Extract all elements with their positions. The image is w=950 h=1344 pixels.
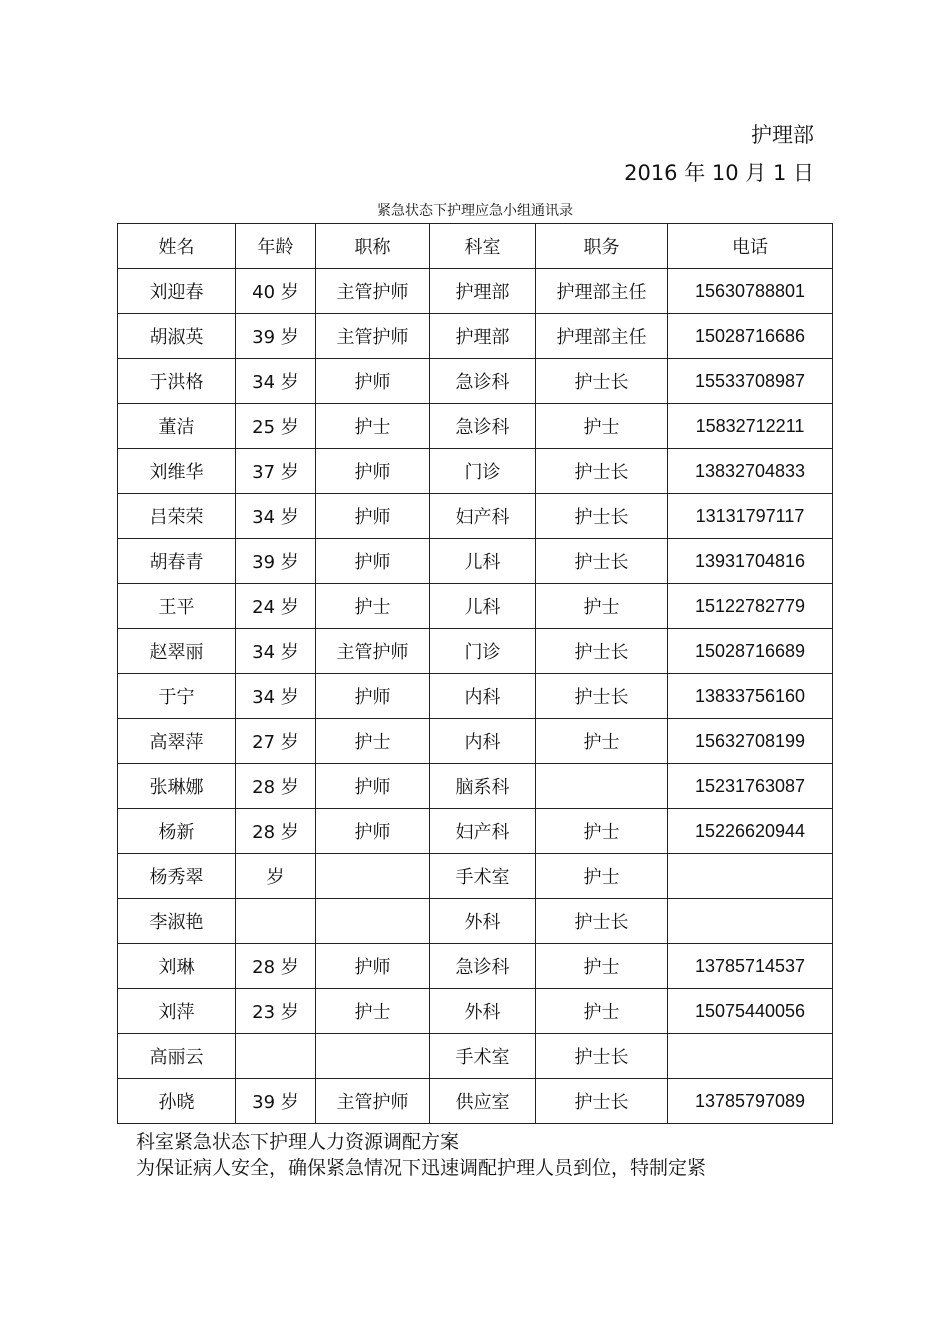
cell-dept: 手术室 [430,854,536,899]
cell-name: 张琳娜 [118,764,236,809]
cell-name: 胡春青 [118,539,236,584]
cell-phone: 15028716689 [668,629,833,674]
cell-title: 护师 [316,494,430,539]
cell-title: 护师 [316,809,430,854]
cell-age: 39 岁 [236,314,316,359]
table-row [118,1079,833,1124]
cell-age: 40 岁 [236,269,316,314]
cell-phone: 15122782779 [668,584,833,629]
cell-age: 34 岁 [236,359,316,404]
cell-phone: 15028716686 [668,314,833,359]
cell-phone: 15832712211 [668,404,833,449]
table-row [118,674,833,719]
cell-dept: 急诊科 [430,404,536,449]
cell-title: 主管护师 [316,629,430,674]
table-row [118,764,833,809]
cell-position [536,764,668,809]
table-row [118,629,833,674]
cell-name: 董洁 [118,404,236,449]
cell-age: 34 岁 [236,494,316,539]
cell-phone [668,1034,833,1079]
cell-title: 主管护师 [316,269,430,314]
table-row [118,359,833,404]
cell-name: 刘萍 [118,989,236,1034]
cell-dept: 脑系科 [430,764,536,809]
cell-name: 杨新 [118,809,236,854]
cell-position: 护士 [536,404,668,449]
department-label: 护理部 [751,123,814,147]
cell-name: 吕荣荣 [118,494,236,539]
cell-position: 护士 [536,584,668,629]
cell-phone: 13833756160 [668,674,833,719]
cell-dept: 供应室 [430,1079,536,1124]
table-row [118,944,833,989]
cell-name: 胡淑英 [118,314,236,359]
cell-phone: 15226620944 [668,809,833,854]
table-title: 紧急状态下护理应急小组通讯录 [377,203,573,219]
cell-title: 护士 [316,989,430,1034]
cell-phone: 13931704816 [668,539,833,584]
cell-position: 护士 [536,809,668,854]
cell-title: 护士 [316,584,430,629]
cell-phone: 13832704833 [668,449,833,494]
cell-dept: 儿科 [430,539,536,584]
cell-age: 25 岁 [236,404,316,449]
cell-age: 23 岁 [236,989,316,1034]
cell-position: 护士 [536,989,668,1034]
cell-age [236,1034,316,1079]
cell-dept: 内科 [430,719,536,764]
cell-age: 34 岁 [236,674,316,719]
cell-title: 护师 [316,359,430,404]
cell-dept: 门诊 [430,629,536,674]
cell-phone: 15231763087 [668,764,833,809]
cell-phone: 15630788801 [668,269,833,314]
cell-dept: 护理部 [430,314,536,359]
cell-position: 护理部主任 [536,269,668,314]
cell-dept: 门诊 [430,449,536,494]
cell-age [236,899,316,944]
cell-name: 赵翠丽 [118,629,236,674]
cell-position: 护士长 [536,674,668,719]
table-row [118,719,833,764]
cell-title: 护师 [316,539,430,584]
contact-table [117,223,833,1124]
table-row [118,314,833,359]
cell-position: 护理部主任 [536,314,668,359]
cell-position: 护士 [536,944,668,989]
cell-phone: 13131797117 [668,494,833,539]
cell-dept: 急诊科 [430,944,536,989]
cell-title: 护师 [316,944,430,989]
cell-title: 护士 [316,719,430,764]
cell-name: 孙晓 [118,1079,236,1124]
section-heading: 科室紧急状态下护理人力资源调配方案 [136,1131,460,1153]
column-header-title: 职称 [316,224,430,269]
table-row [118,449,833,494]
cell-dept: 妇产科 [430,494,536,539]
table-row [118,989,833,1034]
table-row [118,809,833,854]
cell-name: 李淑艳 [118,899,236,944]
cell-dept: 急诊科 [430,359,536,404]
cell-position: 护士 [536,854,668,899]
cell-dept: 护理部 [430,269,536,314]
cell-dept: 外科 [430,899,536,944]
cell-name: 刘迎春 [118,269,236,314]
cell-position: 护士长 [536,1034,668,1079]
cell-name: 刘维华 [118,449,236,494]
table-row [118,269,833,314]
cell-title [316,1034,430,1079]
cell-phone: 15533708987 [668,359,833,404]
cell-title: 主管护师 [316,314,430,359]
cell-title: 主管护师 [316,1079,430,1124]
cell-title [316,899,430,944]
cell-age: 39 岁 [236,1079,316,1124]
cell-dept: 儿科 [430,584,536,629]
cell-phone: 15632708199 [668,719,833,764]
cell-name: 于洪格 [118,359,236,404]
cell-phone [668,854,833,899]
cell-age: 28 岁 [236,764,316,809]
cell-dept: 外科 [430,989,536,1034]
cell-position: 护士长 [536,359,668,404]
cell-dept: 妇产科 [430,809,536,854]
column-header-name: 姓名 [118,224,236,269]
cell-name: 刘琳 [118,944,236,989]
table-row [118,899,833,944]
cell-name: 高翠萍 [118,719,236,764]
table-body [118,269,833,1124]
cell-position: 护士长 [536,449,668,494]
cell-title: 护师 [316,449,430,494]
cell-phone: 13785797089 [668,1079,833,1124]
cell-name: 杨秀翠 [118,854,236,899]
cell-age: 34 岁 [236,629,316,674]
cell-age: 28 岁 [236,809,316,854]
cell-phone: 15075440056 [668,989,833,1034]
cell-age: 24 岁 [236,584,316,629]
cell-title: 护士 [316,404,430,449]
cell-title [316,854,430,899]
cell-age: 28 岁 [236,944,316,989]
cell-name: 高丽云 [118,1034,236,1079]
cell-dept: 内科 [430,674,536,719]
column-header-dept: 科室 [430,224,536,269]
table-row [118,494,833,539]
cell-name: 于宁 [118,674,236,719]
cell-phone [668,899,833,944]
table-row [118,539,833,584]
cell-position: 护士长 [536,494,668,539]
cell-age: 27 岁 [236,719,316,764]
cell-title: 护师 [316,764,430,809]
column-header-phone: 电话 [668,224,833,269]
table-row [118,854,833,899]
table-row [118,404,833,449]
column-header-age: 年龄 [236,224,316,269]
body-paragraph: 为保证病人安全，确保紧急情况下迅速调配护理人员到位，特制定紧 [136,1157,707,1179]
table-row [118,584,833,629]
cell-position: 护士长 [536,899,668,944]
column-header-position: 职务 [536,224,668,269]
cell-dept: 手术室 [430,1034,536,1079]
cell-position: 护士长 [536,1079,668,1124]
cell-name: 王平 [118,584,236,629]
cell-title: 护师 [316,674,430,719]
document-date: 2016 年 10 月 1 日 [624,161,814,185]
cell-age: 岁 [236,854,316,899]
cell-phone: 13785714537 [668,944,833,989]
cell-age: 37 岁 [236,449,316,494]
cell-position: 护士长 [536,629,668,674]
table-header-row [118,224,833,269]
cell-position: 护士长 [536,539,668,584]
cell-position: 护士 [536,719,668,764]
table-row [118,1034,833,1079]
cell-age: 39 岁 [236,539,316,584]
